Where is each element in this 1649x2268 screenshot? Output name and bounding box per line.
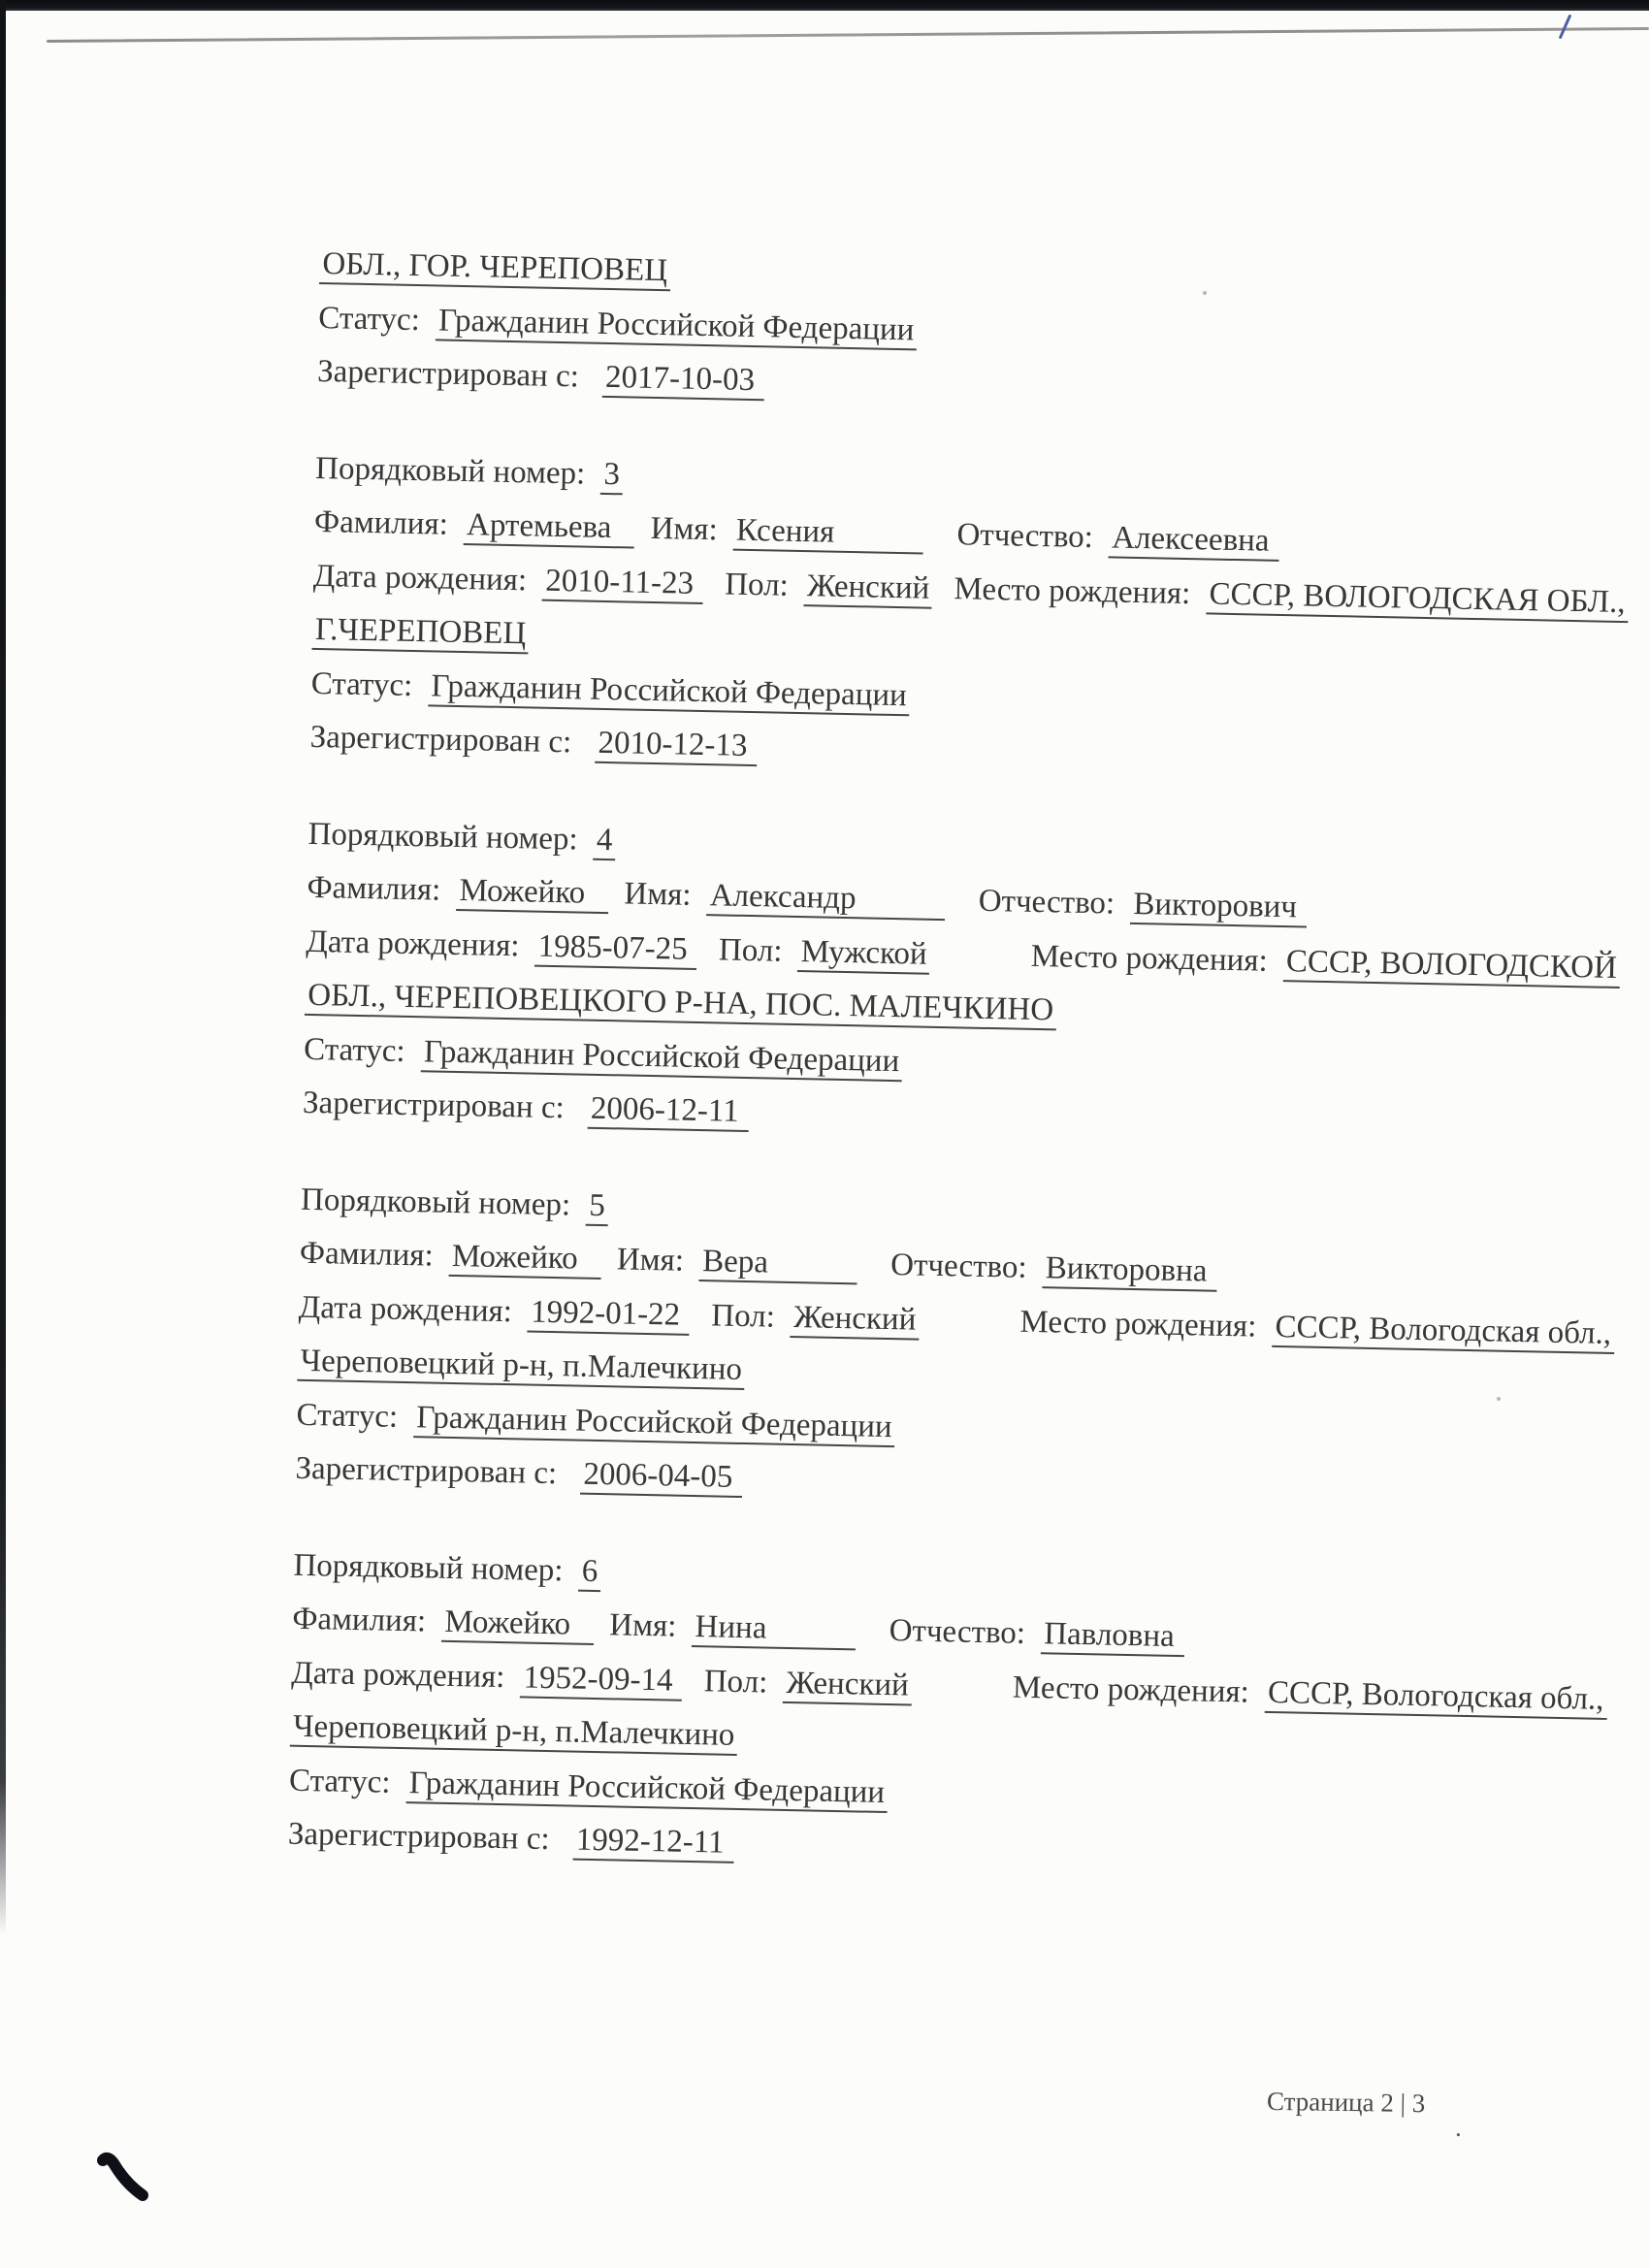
birth-date-label: Дата рождения: xyxy=(312,558,528,598)
status-label: Статус: xyxy=(303,1031,406,1069)
registry-entry xyxy=(302,807,1618,1155)
registered-value: 2006-04-05 xyxy=(580,1457,743,1498)
surname-label: Фамилия: xyxy=(299,1235,435,1274)
birth-place-value-2: Г.ЧЕРЕПОВЕЦ xyxy=(311,612,529,654)
birth-place-value-2: ОБЛ., ЧЕРЕПОВЕЦКОГО Р-НА, ПОС. МАЛЕЧКИНО xyxy=(305,978,1057,1031)
registered-label: Зарегистрирован с: xyxy=(295,1450,558,1492)
status-value: Гражданин Российской Федерации xyxy=(436,303,918,350)
ordinal-value: 6 xyxy=(578,1553,600,1591)
ink-mark xyxy=(95,2152,157,2214)
surname-value: Можейко xyxy=(456,873,608,914)
registered-value: 1992-12-11 xyxy=(572,1823,734,1863)
patronymic-label: Отчество: xyxy=(956,517,1094,556)
first-name-value: Нина xyxy=(692,1609,857,1650)
paper-edge-line xyxy=(47,27,1649,43)
patronymic-value: Викторовна xyxy=(1042,1250,1216,1292)
first-name-label: Имя: xyxy=(650,510,719,548)
ordinal-label: Порядковый номер: xyxy=(314,450,586,492)
status-value: Гражданин Российской Федерации xyxy=(413,1400,895,1447)
pen-mark xyxy=(1559,15,1572,40)
patronymic-label: Отчество: xyxy=(889,1247,1027,1285)
birth-place-label: Место рождения: xyxy=(1030,938,1269,979)
patronymic-label: Отчество: xyxy=(978,883,1116,922)
sex-label: Пол: xyxy=(718,931,783,969)
surname-value: Можейко xyxy=(441,1604,594,1645)
birth-place-value-2: Череповецкий р-н, п.Малечкино xyxy=(290,1709,738,1756)
status-label: Статус: xyxy=(288,1763,391,1800)
first-name-label: Имя: xyxy=(608,1607,677,1644)
status-value: Гражданин Российской Федерации xyxy=(421,1034,903,1082)
registered-label: Зарегистрирован с: xyxy=(302,1085,566,1126)
sex-label: Пол: xyxy=(724,566,790,603)
birth-date-label: Дата рождения: xyxy=(298,1289,513,1329)
birth-date-value: 2010-11-23 xyxy=(542,563,704,603)
status-label: Статус: xyxy=(317,300,421,338)
surname-label: Фамилия: xyxy=(292,1601,427,1639)
sex-label: Пол: xyxy=(703,1663,768,1701)
birth-place-value: ОБЛ., ГОР. ЧЕРЕПОВЕЦ xyxy=(319,246,670,291)
registered-label: Зарегистрирован с: xyxy=(316,353,580,395)
status-label: Статус: xyxy=(310,665,413,703)
ordinal-value: 3 xyxy=(600,456,623,494)
patronymic-value: Викторович xyxy=(1130,887,1307,928)
status-label: Статус: xyxy=(296,1397,399,1435)
surname-label: Фамилия: xyxy=(313,503,449,542)
first-name-value: Александр xyxy=(706,878,946,921)
page-number: Страница 2 | 3 xyxy=(1266,2086,1426,2119)
first-name-label: Имя: xyxy=(616,1242,685,1279)
sex-value: Женский xyxy=(783,1665,912,1705)
birth-place-value-2: Череповецкий р-н, п.Малечкино xyxy=(297,1344,745,1390)
ordinal-label: Порядковый номер: xyxy=(307,816,579,857)
registered-value: 2006-12-11 xyxy=(588,1091,750,1132)
birth-date-label: Дата рождения: xyxy=(290,1655,505,1695)
status-value: Гражданин Российской Федерации xyxy=(428,668,910,716)
status-value: Гражданин Российской Федерации xyxy=(405,1766,888,1813)
registry-entry xyxy=(309,441,1626,790)
first-name-value: Ксения xyxy=(733,513,924,555)
registry-entry-continued xyxy=(317,238,1571,424)
ordinal-value: 4 xyxy=(593,822,615,859)
ordinal-label: Порядковый номер: xyxy=(293,1547,564,1588)
surname-value: Можейко xyxy=(449,1239,601,1280)
ordinal-label: Порядковый номер: xyxy=(300,1182,571,1222)
birth-place-value-1: СССР, Вологодская обл., xyxy=(1272,1309,1614,1353)
birth-place-label: Место рождения: xyxy=(1019,1304,1257,1345)
birth-place-label: Место рождения: xyxy=(954,570,1191,611)
patronymic-label: Отчество: xyxy=(889,1613,1026,1651)
scan-left-edge xyxy=(0,0,6,1935)
sex-label: Пол: xyxy=(711,1297,776,1335)
birth-place-label: Место рождения: xyxy=(1012,1669,1250,1710)
birth-place-value-1: СССР, Вологодская обл., xyxy=(1265,1674,1607,1719)
sex-value: Женский xyxy=(804,568,933,609)
patronymic-value: Павловна xyxy=(1041,1616,1184,1657)
registered-value: 2017-10-03 xyxy=(602,360,765,401)
sex-value: Женский xyxy=(791,1299,920,1340)
registry-entry xyxy=(295,1173,1612,1521)
footer-period-mark: . xyxy=(1455,2113,1462,2142)
birth-place-value-1: СССР, ВОЛОГОДСКАЯ ОБЛ., xyxy=(1206,576,1629,623)
registered-value: 2010-12-13 xyxy=(595,726,758,766)
birth-date-value: 1952-09-14 xyxy=(520,1660,683,1701)
registered-label: Зарегистрирован с: xyxy=(287,1816,550,1858)
scan-top-edge xyxy=(0,0,1649,11)
first-name-value: Вера xyxy=(699,1244,858,1284)
surname-value: Артемьева xyxy=(464,507,635,549)
patronymic-value: Алексеевна xyxy=(1109,520,1279,562)
document-body xyxy=(287,238,1626,1887)
birth-date-label: Дата рождения: xyxy=(306,923,520,963)
registry-entry xyxy=(287,1539,1604,1887)
registered-label: Зарегистрирован с: xyxy=(309,719,572,761)
birth-date-value: 1992-01-22 xyxy=(528,1294,691,1335)
ordinal-value: 5 xyxy=(586,1187,608,1225)
sex-value: Мужской xyxy=(797,934,930,975)
surname-label: Фамилия: xyxy=(307,869,441,908)
first-name-label: Имя: xyxy=(624,876,692,913)
birth-date-value: 1985-07-25 xyxy=(534,928,697,969)
birth-place-value-1: СССР, ВОЛОГОДСКОЙ xyxy=(1283,944,1621,988)
